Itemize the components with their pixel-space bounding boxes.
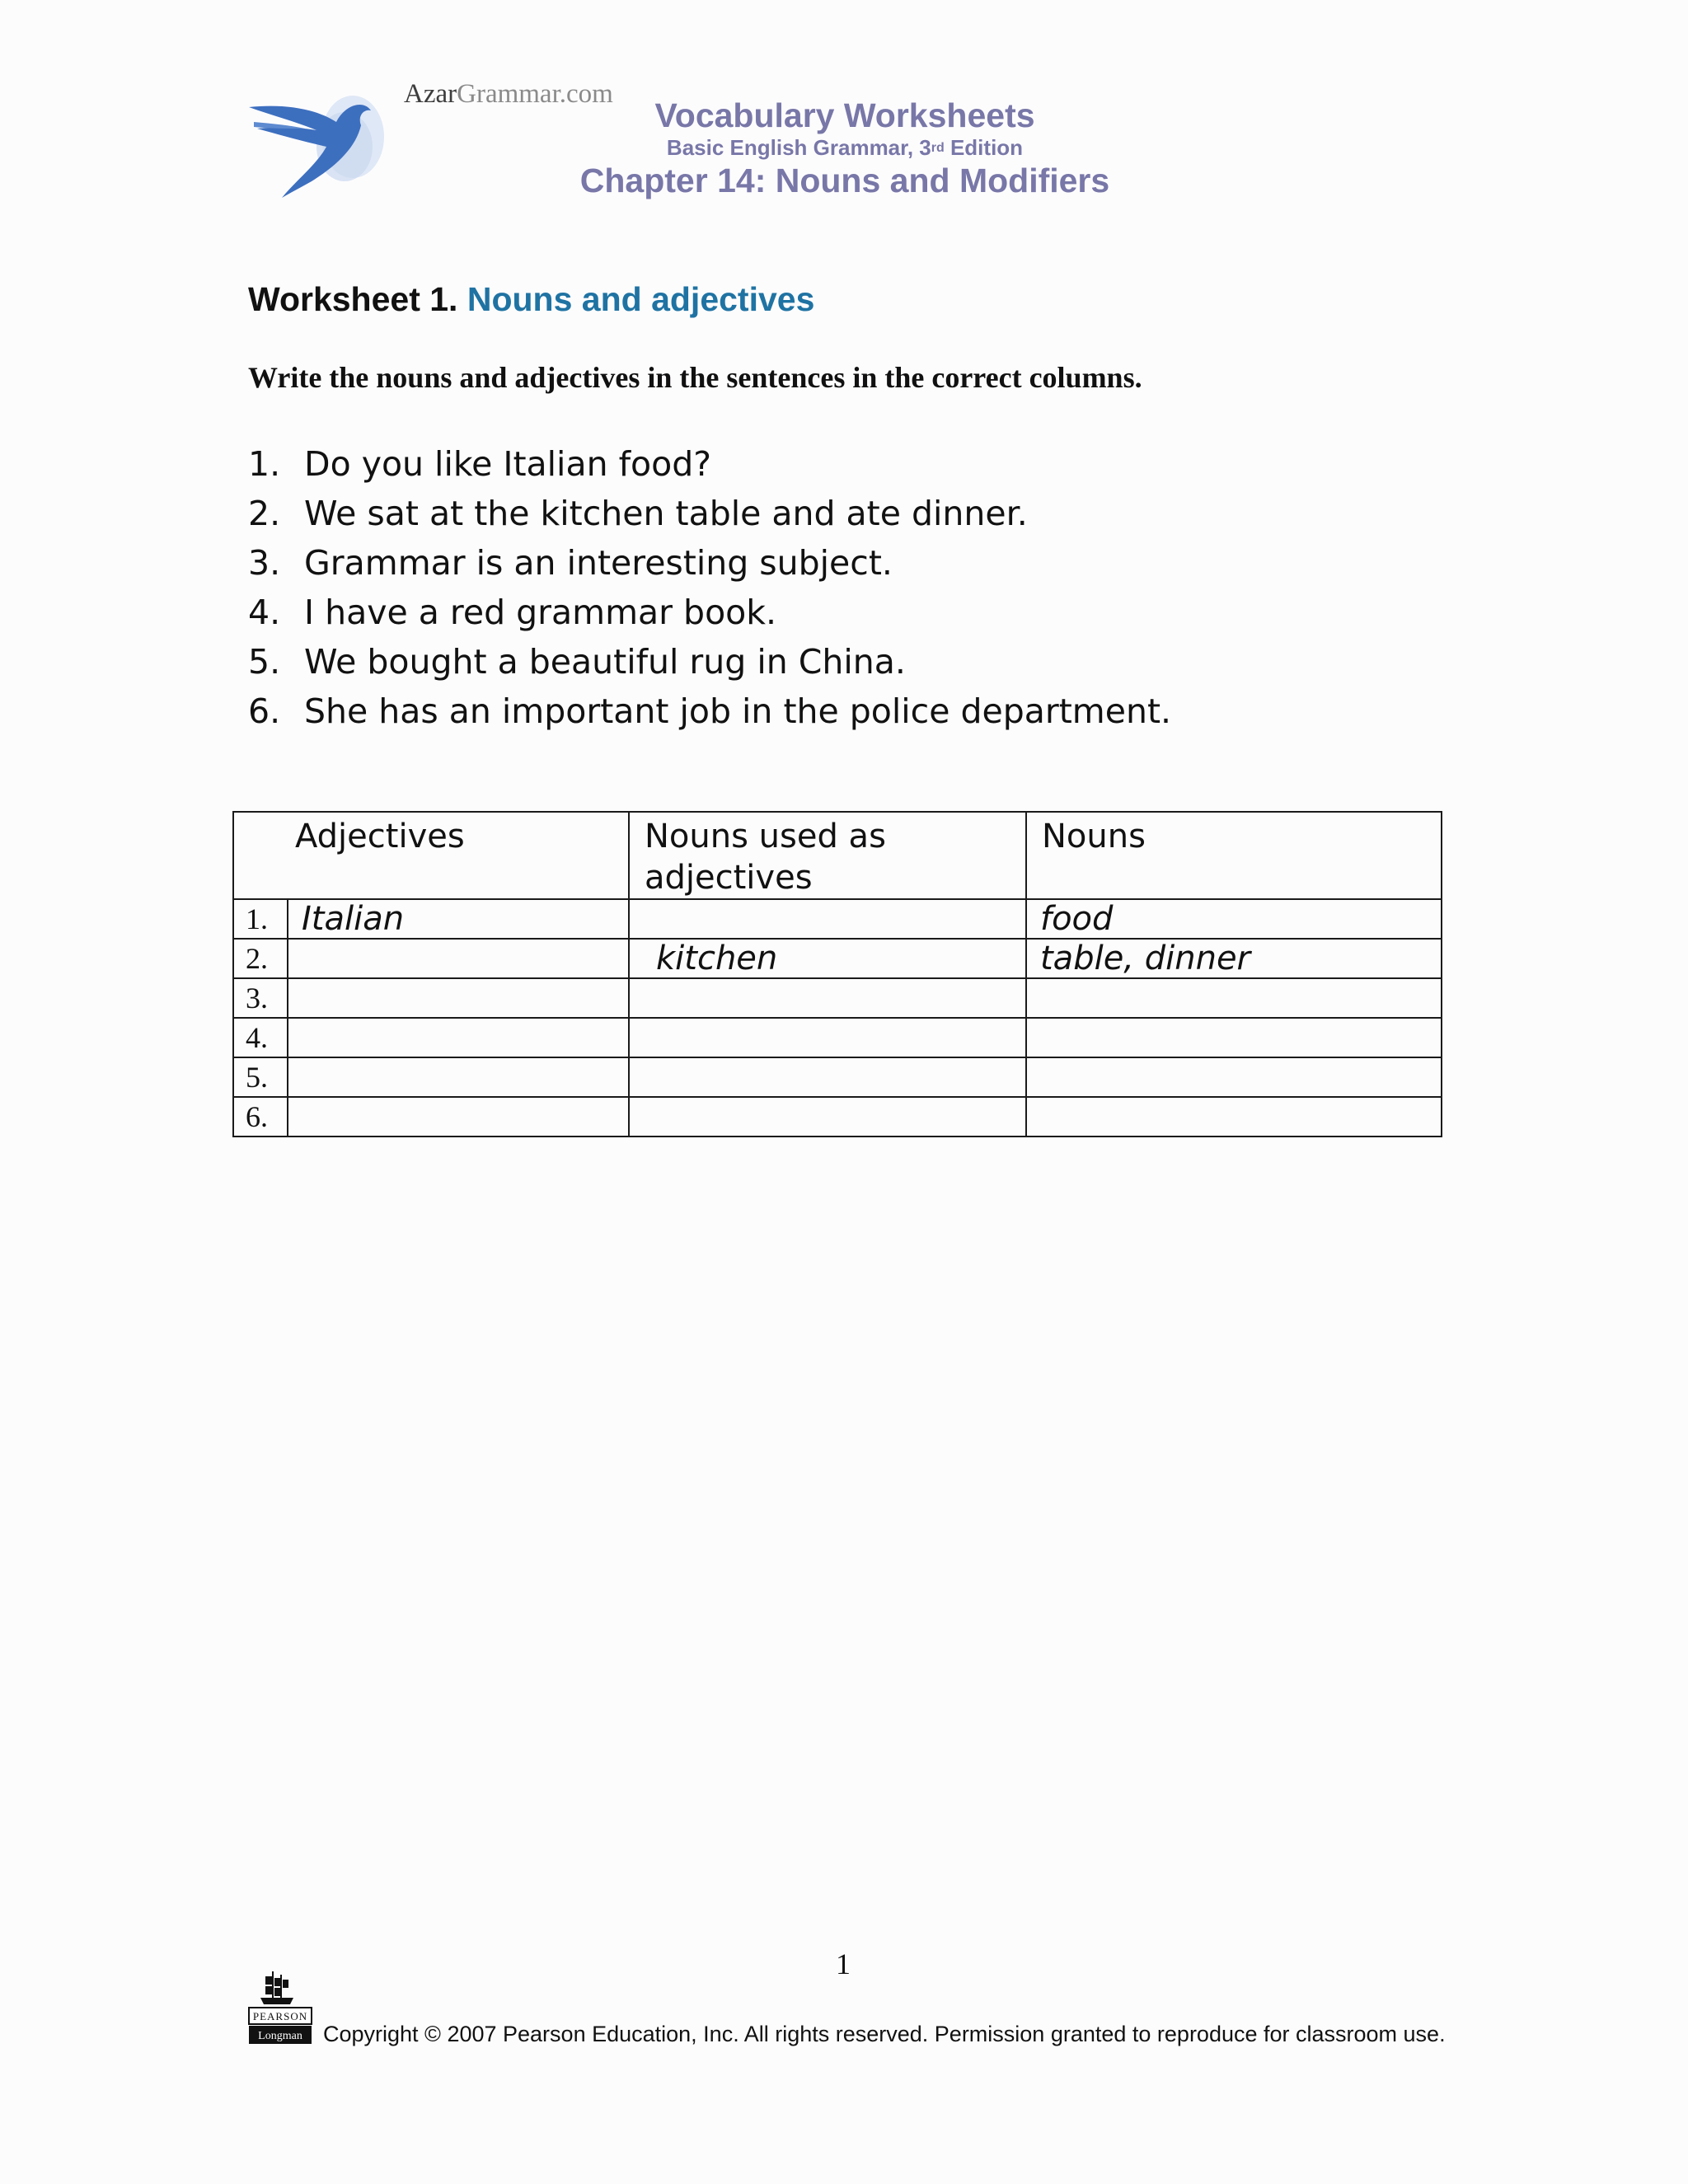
swallow-bird-icon: [247, 89, 387, 200]
pearson-logo-text: PEARSON: [252, 2010, 308, 2022]
row-number: 1.: [233, 899, 288, 939]
noun-adjective-cell[interactable]: [629, 1097, 1026, 1137]
table-header-row: [233, 812, 1442, 899]
table-row: [233, 899, 1442, 939]
list-item: 5. We bought a beautiful rug in China.: [248, 642, 906, 682]
pearson-ship-icon: [247, 1970, 313, 2046]
noun-adjective-cell[interactable]: [629, 1057, 1026, 1097]
nouns-cell[interactable]: [1026, 978, 1442, 1018]
nouns-cell[interactable]: [1026, 1057, 1442, 1097]
adjective-cell[interactable]: [288, 1057, 629, 1097]
longman-logo-text: Longman: [258, 2030, 302, 2042]
list-item: 4. I have a red grammar book.: [248, 593, 777, 632]
adjective-cell[interactable]: [288, 1097, 629, 1137]
column-header-nouns: Nouns: [1026, 812, 1442, 899]
sentence-list: [248, 439, 1171, 736]
worksheet-heading: [248, 280, 814, 319]
row-number: 3.: [233, 978, 288, 1018]
nouns-cell[interactable]: [1026, 1097, 1442, 1137]
noun-adjective-cell[interactable]: kitchen: [629, 939, 1026, 978]
chapter-title: Chapter 14: Nouns and Modifiers: [579, 162, 1110, 199]
nouns-cell[interactable]: table, dinner: [1026, 939, 1442, 978]
adjective-cell[interactable]: Italian: [288, 899, 629, 939]
noun-adjective-cell[interactable]: [629, 978, 1026, 1018]
page-title: Vocabulary Worksheets: [654, 96, 1035, 134]
nouns-cell[interactable]: [1026, 1018, 1442, 1057]
list-item: 2. We sat at the kitchen table and ate dinner.: [248, 494, 1028, 533]
answer-table: [232, 811, 1442, 1137]
site-name: AzarGrammar.com: [404, 79, 613, 109]
adjective-cell[interactable]: [288, 978, 629, 1018]
noun-adjective-cell[interactable]: [629, 1018, 1026, 1057]
table-row: [233, 978, 1442, 1018]
row-number: 5.: [233, 1057, 288, 1097]
worksheet-label: Worksheet 1.: [248, 280, 458, 318]
list-item: 3. Grammar is an interesting subject.: [248, 543, 893, 583]
instructions: Write the nouns and adjectives in the sentences in the correct columns.: [248, 361, 1142, 394]
worksheet-topic: Nouns and adjectives: [467, 280, 815, 318]
column-header-nouns-as-adjectives: Nouns used as adjectives: [629, 812, 1026, 899]
table-row: [233, 1018, 1442, 1057]
page-number: 1: [836, 1947, 851, 1980]
adjective-cell[interactable]: [288, 939, 629, 978]
book-edition: Basic English Grammar, 3rd Edition: [666, 135, 1024, 160]
nouns-cell[interactable]: food: [1026, 899, 1442, 939]
table-row: [233, 939, 1442, 978]
copyright-notice: Copyright © 2007 Pearson Education, Inc. All rights reserved. Permission granted to reproduce for classroom use.: [323, 2022, 1446, 2046]
table-row: [233, 1097, 1442, 1137]
list-item: 6. She has an important job in the police department.: [248, 691, 1172, 731]
row-number: 4.: [233, 1018, 288, 1057]
row-number: 2.: [233, 939, 288, 978]
adjective-cell[interactable]: [288, 1018, 629, 1057]
column-header-adjectives: Adjectives: [233, 812, 629, 899]
noun-adjective-cell[interactable]: [629, 899, 1026, 939]
table-row: [233, 1057, 1442, 1097]
row-number: 6.: [233, 1097, 288, 1137]
list-item: 1. Do you like Italian food?: [248, 444, 711, 484]
